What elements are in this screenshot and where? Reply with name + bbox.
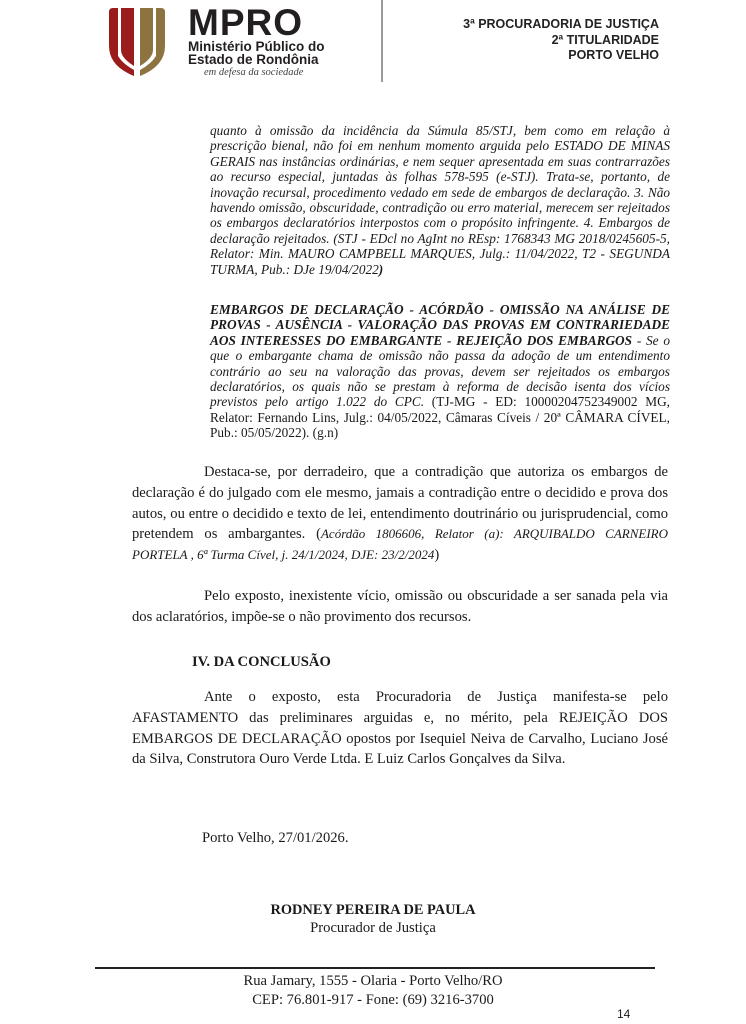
logo-acronym: MPRO — [188, 2, 303, 43]
org-line-city: PORTO VELHO — [568, 48, 659, 62]
footer-address — [0, 972, 746, 1010]
logo-right-inner — [140, 8, 153, 66]
quote-tjmg-citation: (TJ-MG - ED: 10000204752349002 MG, Relator: Fernando Lins, Julg.: 04/05/2022, Câmaras Cíveis / 20ª CÂMARA CÍVEL, Pub.: 05/05/2022). (g.n) — [210, 394, 670, 441]
paragraph-contradicao-closing: ) — [434, 547, 440, 564]
quote-tjmg-heading: EMBARGOS DE DECLARAÇÃO - ACÓRDÃO - OMISSÃO NA ANÁLISE DE PROVAS - AUSÊNCIA - VALORAÇÃO DAS PROVAS EM CONTRARIEDADE AOS INTERESSES DO EMBARGANTE - REJEIÇÃO DOS EMBARGOS — [210, 302, 670, 348]
header-divider — [381, 0, 383, 82]
quote-stj — [210, 123, 670, 277]
footer-address-line1: Rua Jamary, 1555 - Olaria - Porto Velho/RO — [243, 973, 503, 989]
paragraph-contradicao-citation: Acórdão 1806606, Relator (a): ARQUIBALDO CARNEIRO PORTELA , 6ª Turma Cível, j. 24/1/2024, DJE: 23/2/2024 — [132, 526, 668, 563]
page-number: 14 — [617, 1007, 631, 1021]
logo-wordmark — [188, 2, 325, 79]
org-line-procuradoria: 3ª PROCURADORIA DE JUSTIÇA — [463, 17, 659, 31]
paragraph-contradicao — [132, 462, 668, 566]
logo-left-inner — [121, 8, 134, 66]
paragraph-conclusao: Ante o exposto, esta Procuradoria de Justiça manifesta-se pelo AFASTAMENTO das preliminares arguidas e, no mérito, pela REJEIÇÃO DOS EMBARGOS DE DECLARAÇÃO opostos por Isequiel Neiva de Carvalho, Luciano José da Silva, Construtora Ouro Verde Ltda. E Luiz Carlos Gonçalves da Silva. — [132, 689, 668, 768]
quote-tjmg-body: - Se o que o embargante chama de omissão não passa da adoção de um entendimento contrário ao seu na valoração das provas, devem ser rejeitados os embargos declaratórios, os quais não se prestam à reforma de decisão isenta dos vícios previstos pelo artigo 1.022 do CPC. — [210, 332, 670, 410]
org-line-titularidade: 2ª TITULARIDADE — [551, 32, 659, 47]
org-block — [463, 17, 659, 64]
footer-address-line2: CEP: 76.801-917 - Fone: (69) 3216-3700 — [252, 992, 494, 1008]
paragraph-contradicao-text: Destaca-se, por derradeiro, que a contradição que autoriza os embargos de declaração é do julgado com ele mesmo, jamais a contradição entre o decidido e prova dos autos, ou entre o decidido e texto de lei, entendimento doutrinário ou jurisprudencial, como pretendem os ambargantes. ( — [132, 464, 668, 543]
quote-tjmg — [210, 302, 670, 441]
footer-divider — [95, 967, 655, 969]
signer-name: RODNEY PEREIRA DE PAULA — [270, 902, 476, 918]
paragraph-pelo-exposto: Pelo exposto, inexistente vício, omissão ou obscuridade a ser sanada pela via dos aclaratórios, impõe-se o não provimento dos recursos. — [132, 588, 668, 625]
quote-stj-closing: ) — [378, 261, 384, 277]
page-header — [0, 0, 746, 95]
logo-name-line2: Estado de Rondônia — [188, 52, 319, 67]
section-title-conclusao: IV. DA CONCLUSÃO — [192, 654, 331, 670]
mpro-logo-icon — [107, 6, 167, 78]
signer-role: Procurador de Justiça — [310, 920, 436, 936]
quote-stj-text: quanto à omissão da incidência da Súmula 85/STJ, bem como em relação à prescrição bienal, não foi em nenhum momento arguida pelo ESTADO DE MINAS GERAIS nas instâncias ordinárias, e nem sequer apresentada em suas contrarrazões ao recurso especial, juntadas às folhas 578-595 (e-STJ). Trata-se, portanto, de inovação recursal, procedimento vedado em sede de embargos de declaração. 3. Não havendo omissão, obscuridade, contradição ou erro material, merecem ser rejeitados os embargos declaratórios interpostos com o propósito infringente. 4. Embargos de declaração rejeitados. (STJ - EDcl no AgInt no REsp: 1768343 MG 2018/0245605-5, Relator: Min. MAURO CAMPBELL MARQUES, Julg.: 11/04/2022, T2 - SEGUNDA TURMA, Pub.: DJe 19/04/2022 — [210, 123, 670, 277]
logo-name-line1: Ministério Público do — [188, 39, 325, 54]
logo-motto: em defesa da sociedade — [204, 67, 304, 78]
place-date: Porto Velho, 27/01/2026. — [202, 830, 349, 846]
